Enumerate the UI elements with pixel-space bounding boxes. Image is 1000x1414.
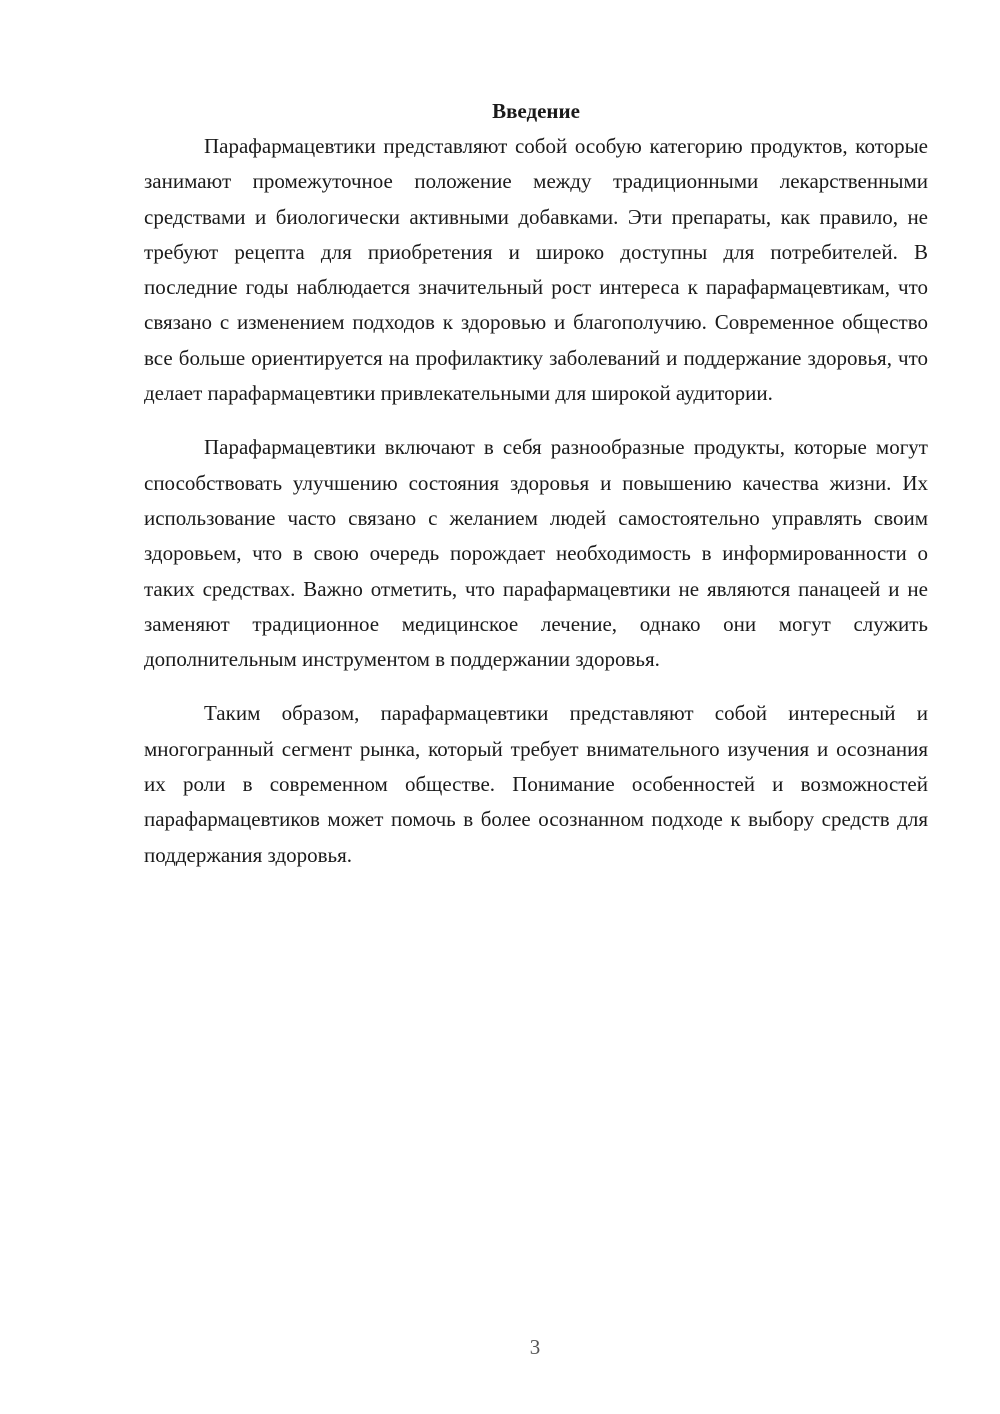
section-title: Введение: [492, 99, 580, 123]
paragraph-2: Парафармацевтики включают в себя разнообразные продукты, которые могут способствовать улучшению состояния здоровья и повышению качества жизни. Их использование часто связано с желанием людей самостоятельно управлять своим здоровьем, что в свою очередь порождает необходимость в информированности о таких средствах. Важно отметить, что парафармацевтики не являются панацеей и не заменяют традиционное медицинское лечение, однако они могут служить дополнительным инструментом в поддержании здоровья.: [144, 435, 928, 672]
paragraph-3: Таким образом, парафармацевтики представляют собой интересный и многогранный сегмент рынка, который требует внимательного изучения и осознания их роли в современном обществе. Понимание особенностей и возможностей парафармацевтиков может помочь в более осознанном подходе к выбору средств для поддержания здоровья.: [144, 701, 928, 867]
paragraph-1: Парафармацевтики представляют собой особую категорию продуктов, которые занимают промежуточное положение между традиционными лекарственными средствами и биологически активными добавками. Эти препараты, как правило, не требуют рецепта для приобретения и широко доступны для потребителей. В последние годы наблюдается значительный рост интереса к парафармацевтикам, что связано с изменением подходов к здоровью и благополучию. Современное общество все больше ориентируется на профилактику заболеваний и поддержание здоровья, что делает парафармацевтики привлекательными для широкой аудитории.: [144, 134, 928, 406]
page-content: [144, 94, 928, 892]
page-number: 3: [529, 1335, 541, 1359]
